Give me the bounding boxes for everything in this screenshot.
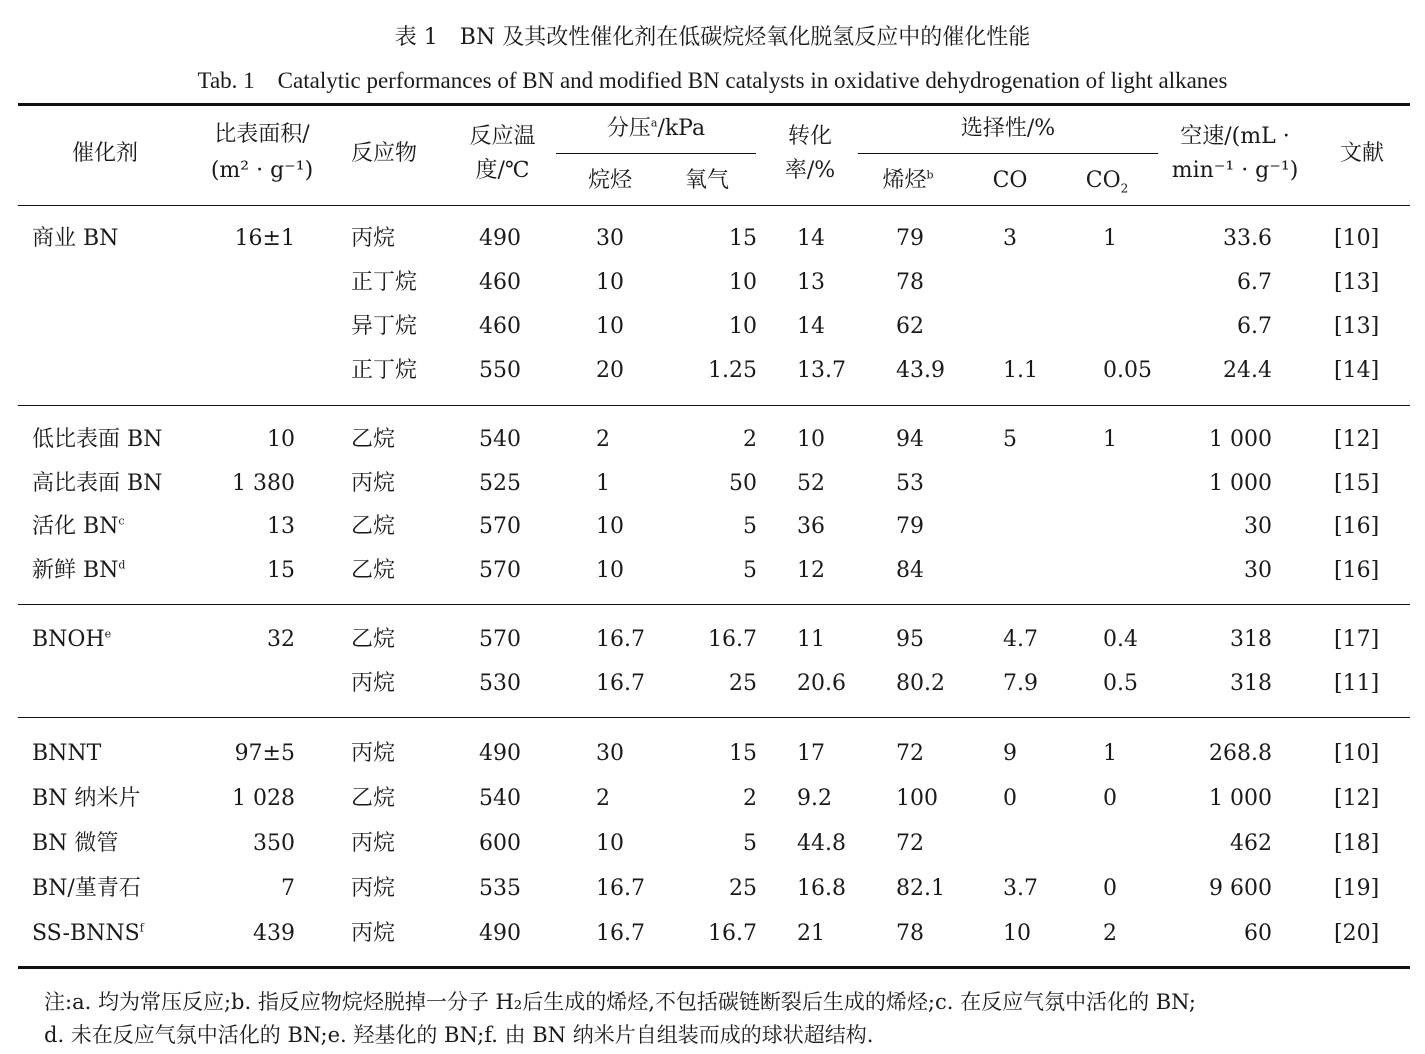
header-oxygen: 氧气 [684,168,729,193]
cell-temp: 490 [479,921,521,946]
cell-reactant: 乙烷 [351,786,396,811]
table-title-cn: 表 1 BN 及其改性催化剂在低碳烷烃氧化脱氢反应中的催化性能 [394,25,1031,50]
cell-sv: 1 000 [1209,427,1272,452]
cell-oxygen: 25 [729,876,757,901]
cell-area: 439 [253,921,295,946]
cell-alkane: 2 [596,427,610,452]
cell-alkane: 30 [596,226,624,251]
cell-area: 10 [267,427,295,452]
cell-ref: [11] [1334,671,1380,696]
partial-pressure-subrule [556,153,756,154]
cell-conv: 52 [797,471,825,496]
cell-olefin: 62 [896,314,924,339]
cell-area: 15 [267,558,295,583]
cell-reactant: 丙烷 [351,741,396,766]
header-temp-line1: 反应温 [469,124,536,149]
cell-alkane: 10 [596,314,624,339]
cell-olefin: 82.1 [896,876,945,901]
cell-ref: [16] [1334,514,1380,539]
cell-reactant: 乙烷 [351,558,396,583]
cell-sv: 1 000 [1209,786,1272,811]
header-surface-area-line1: 比表面积/ [214,122,310,147]
cell-co: 3 [1003,226,1017,251]
cell-sv: 24.4 [1223,358,1272,383]
cell-alkane: 20 [596,358,624,383]
cell-catalyst: BNOH$^e$ [32,627,112,652]
cell-temp: 460 [479,314,521,339]
cell-co: 9 [1003,741,1017,766]
cell-alkane: 2 [596,786,610,811]
cell-area: 97±5 [234,741,295,766]
cell-oxygen: 10 [729,270,757,295]
cell-conv: 36 [797,514,825,539]
cell-reactant: 丙烷 [351,831,396,856]
cell-ref: [12] [1334,427,1380,452]
cell-sv: 318 [1230,627,1272,652]
cell-co2: 1 [1103,741,1117,766]
footnote-line2: d. 未在反应气氛中活化的 BN;e. 羟基化的 BN;f. 由 BN 纳米片自组装而成的球状超结构. [44,1023,874,1047]
cell-oxygen: 1.25 [708,358,757,383]
footnote-line1: 注:a. 均为常压反应;b. 指反应物烷烃脱掉一分子 H₂后生成的烯烃,不包括碳链断裂后生成的烯烃;c. 在反应气氛中活化的 BN; [44,990,1196,1014]
header-temp-line2: 度/℃ [475,158,530,183]
cell-ref: [14] [1334,358,1380,383]
cell-conv: 12 [797,558,825,583]
header-space-velocity-line1: 空速/(mL · [1180,124,1290,149]
cell-ref: [16] [1334,558,1380,583]
cell-olefin: 79 [896,226,924,251]
cell-catalyst: 活化 $BN^c$ [32,514,125,539]
cell-co2: 1 [1103,226,1117,251]
cell-conv: 13 [797,270,825,295]
cell-ref: [15] [1334,471,1380,496]
cell-ref: [13] [1334,270,1380,295]
cell-conv: 14 [797,314,825,339]
cell-alkane: 16.7 [596,627,645,652]
cell-co: 5 [1003,427,1017,452]
cell-catalyst: 低比表面 BN [32,427,163,452]
cell-olefin: 43.9 [896,358,945,383]
header-space-velocity-line2: min⁻¹ · g⁻¹) [1171,158,1299,183]
cell-olefin: 78 [896,921,924,946]
header-conversion-line1: 转化 [787,124,832,149]
group-separator-2 [18,604,1410,605]
cell-alkane: 16.7 [596,876,645,901]
cell-temp: 600 [479,831,521,856]
cell-temp: 525 [479,471,521,496]
cell-oxygen: 2 [743,427,757,452]
header-co2: $CO_2$ [1085,168,1129,196]
cell-co: 4.7 [1003,627,1038,652]
cell-co: 3.7 [1003,876,1038,901]
cell-alkane: 10 [596,558,624,583]
cell-alkane: 1 [596,471,610,496]
cell-co: 0 [1003,786,1017,811]
header-surface-area-line2: (m² · g⁻¹) [210,158,314,183]
bottom-rule [18,966,1410,969]
cell-reactant: 乙烷 [351,514,396,539]
cell-olefin: 72 [896,741,924,766]
cell-catalyst: BN 纳米片 [32,786,141,811]
cell-co2: 0.05 [1103,358,1152,383]
cell-reactant: 乙烷 [351,627,396,652]
cell-temp: 540 [479,786,521,811]
cell-olefin: 84 [896,558,924,583]
cell-alkane: 16.7 [596,921,645,946]
cell-reactant: 丙烷 [351,471,396,496]
cell-ref: [18] [1334,831,1380,856]
cell-temp: 460 [479,270,521,295]
cell-alkane: 30 [596,741,624,766]
group-separator-3 [18,717,1410,718]
cell-co2: 2 [1103,921,1117,946]
cell-area: 350 [253,831,295,856]
cell-sv: 30 [1244,514,1272,539]
cell-reactant: 正丁烷 [351,270,418,295]
cell-reactant: 丙烷 [351,671,396,696]
cell-olefin: 53 [896,471,924,496]
cell-alkane: 10 [596,514,624,539]
header-alkane: 烷烃 [587,168,632,193]
cell-ref: [20] [1334,921,1380,946]
header-reactant: 反应物 [351,141,418,166]
cell-area: 13 [267,514,295,539]
cell-sv: 30 [1244,558,1272,583]
cell-conv: 21 [797,921,825,946]
cell-temp: 540 [479,427,521,452]
header-co: CO [992,168,1028,193]
cell-ref: [10] [1334,226,1380,251]
cell-conv: 11 [797,627,825,652]
cell-oxygen: 5 [743,558,757,583]
cell-alkane: 16.7 [596,671,645,696]
cell-sv: 1 000 [1209,471,1272,496]
cell-co: 1.1 [1003,358,1038,383]
cell-area: 1 380 [232,471,295,496]
cell-oxygen: 25 [729,671,757,696]
cell-co2: 1 [1103,427,1117,452]
header-reference: 文献 [1339,141,1384,166]
selectivity-subrule [858,153,1158,154]
cell-catalyst: 新鲜 $BN^d$ [32,558,126,583]
cell-conv: 17 [797,741,825,766]
cell-olefin: 95 [896,627,924,652]
cell-sv: 318 [1230,671,1272,696]
cell-oxygen: 5 [743,831,757,856]
group-separator-1 [18,405,1410,406]
cell-catalyst: BN/堇青石 [32,876,141,901]
cell-ref: [19] [1334,876,1380,901]
cell-sv: 462 [1230,831,1272,856]
cell-sv: 33.6 [1223,226,1272,251]
cell-reactant: 丙烷 [351,921,396,946]
cell-oxygen: 5 [743,514,757,539]
cell-reactant: 异丁烷 [351,314,418,339]
cell-oxygen: 16.7 [708,921,757,946]
cell-oxygen: 50 [729,471,757,496]
cell-co2: 0.5 [1103,671,1138,696]
cell-reactant: 乙烷 [351,427,396,452]
cell-conv: 14 [797,226,825,251]
cell-co2: 0 [1103,786,1117,811]
cell-conv: 16.8 [797,876,846,901]
cell-olefin: 72 [896,831,924,856]
cell-catalyst: BNNT [32,741,102,766]
cell-area: 16±1 [234,226,295,251]
cell-conv: 13.7 [797,358,846,383]
cell-co: 10 [1003,921,1031,946]
cell-area: 32 [267,627,295,652]
header-selectivity: 选择性/% [960,116,1056,141]
cell-oxygen: 15 [729,741,757,766]
cell-temp: 490 [479,226,521,251]
cell-catalyst: 高比表面 BN [32,471,163,496]
cell-conv: 44.8 [797,831,846,856]
cell-conv: 9.2 [797,786,832,811]
cell-reactant: 丙烷 [351,876,396,901]
cell-olefin: 78 [896,270,924,295]
cell-temp: 570 [479,627,521,652]
cell-ref: [13] [1334,314,1380,339]
cell-olefin: 100 [896,786,938,811]
cell-temp: 550 [479,358,521,383]
header-conversion-line2: 率/% [784,158,836,183]
cell-alkane: 10 [596,270,624,295]
top-rule [18,103,1410,106]
cell-sv: 9 600 [1209,876,1272,901]
cell-alkane: 10 [596,831,624,856]
cell-area: 7 [281,876,295,901]
cell-conv: 20.6 [797,671,846,696]
cell-temp: 535 [479,876,521,901]
cell-ref: [10] [1334,741,1380,766]
cell-temp: 570 [479,514,521,539]
cell-conv: 10 [797,427,825,452]
cell-sv: 268.8 [1209,741,1272,766]
cell-sv: 6.7 [1237,270,1272,295]
cell-co2: 0.4 [1103,627,1138,652]
cell-ref: [12] [1334,786,1380,811]
cell-olefin: 94 [896,427,924,452]
cell-co2: 0 [1103,876,1117,901]
cell-temp: 570 [479,558,521,583]
cell-olefin: 79 [896,514,924,539]
cell-sv: 6.7 [1237,314,1272,339]
cell-temp: 490 [479,741,521,766]
cell-catalyst: BN 微管 [32,831,119,856]
cell-ref: [17] [1334,627,1380,652]
cell-temp: 530 [479,671,521,696]
table-title-en: Tab. 1 Catalytic performances of BN and modified BN catalysts in oxidative dehydrogenation of light alkanes [197,68,1228,93]
cell-oxygen: 2 [743,786,757,811]
cell-reactant: 丙烷 [351,226,396,251]
cell-sv: 60 [1244,921,1272,946]
header-olefin: 烯烃$^b$ [882,168,934,193]
cell-area: 1 028 [232,786,295,811]
cell-catalyst: 商业 BN [32,226,119,251]
cell-reactant: 正丁烷 [351,358,418,383]
cell-oxygen: 15 [729,226,757,251]
cell-co: 7.9 [1003,671,1038,696]
cell-olefin: 80.2 [896,671,945,696]
header-bottom-rule [18,205,1410,206]
header-catalyst: 催化剂 [71,141,138,166]
cell-catalyst: SS-BNNS$^f$ [32,921,144,946]
header-partial-pressure: 分压$^a$/kPa [606,116,706,141]
cell-oxygen: 16.7 [708,627,757,652]
cell-oxygen: 10 [729,314,757,339]
